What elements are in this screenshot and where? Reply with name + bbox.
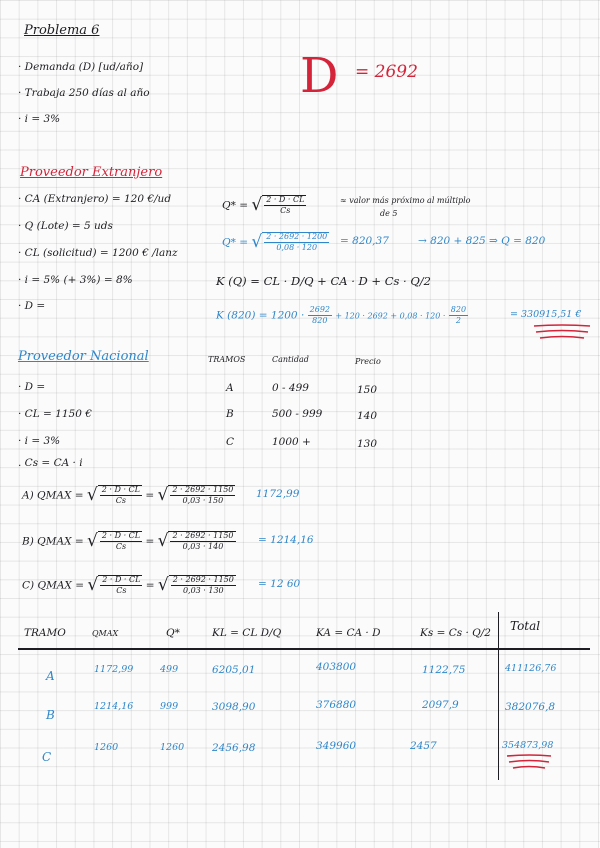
qstar-formula (222, 195, 306, 215)
sqrt-icon: √ (251, 232, 263, 252)
row-a-kl: 6205,01 (212, 664, 256, 676)
qmax-b-num: 2 · 2692 · 1150 (172, 531, 234, 540)
tramo-a-range: 0 - 499 (272, 382, 309, 394)
k820-frac-den: 820 (312, 316, 328, 325)
summary-header-tramo: TRAMO (24, 627, 66, 639)
extranjero-cl: · CL (solicitud) = 1200 € /lanz (18, 247, 178, 259)
tramo-b-price: 140 (357, 410, 378, 422)
qmax-c-den: 0,03 · 130 (182, 586, 224, 595)
summary-header-qstar: Q* (166, 627, 180, 639)
k820-mid: + 120 · 2692 + 0,08 · 120 · (335, 311, 446, 321)
approx-note-2: de 5 (380, 209, 398, 218)
qmax-b-frac-den: Cs (115, 542, 127, 551)
extranjero-heading: Proveedor Extranjero (20, 165, 163, 180)
qstar-den: Cs (280, 206, 291, 215)
qmax-a-frac-num: 2 · D · CL (101, 485, 140, 494)
row-b-qstar: 999 (160, 701, 179, 712)
row-b-kl: 3098,90 (212, 701, 256, 713)
nacional-d: · D = (18, 381, 46, 393)
row-c-qstar: 1260 (160, 742, 185, 753)
k820-frac2-num: 820 (450, 305, 467, 314)
row-b-ks: 2097,9 (422, 699, 459, 711)
row-c-tramo: C (42, 750, 52, 764)
qstar2-value: = 820,37 (340, 235, 389, 247)
tramo-c-range: 1000 + (272, 436, 311, 448)
summary-header-rule (18, 648, 590, 650)
k820-line (216, 306, 468, 325)
qmax-a-line: A) QMAX = √ $\frac{2 \cdot D \cdot CL}{Cs}$ = √ $\frac{2 \cdot 2692 \cdot 1150}{0,03 \cdot 150}$ (22, 485, 234, 505)
tramo-a-price: 150 (357, 384, 378, 396)
tramo-c-label: C (226, 436, 235, 448)
qmax-c-frac-num: 2 · D · CL (102, 575, 141, 584)
summary-header-ks: Ks = Cs · Q/2 (420, 627, 491, 639)
extranjero-i: · i = 5% (+ 3%) = 8% (18, 274, 133, 286)
qstar2-num: 2 · 2692 · 1200 (266, 232, 328, 241)
row-c-total: 354873,98 (502, 740, 554, 751)
qmax-b-label: B) QMAX = (22, 535, 84, 548)
row-c-ks: 2457 (410, 740, 437, 752)
sqrt-icon: √ (87, 531, 98, 551)
qmax-c-num: 2 · 2692 · 1150 (172, 575, 234, 584)
given-demand: · Demanda (D) [ud/año] (18, 61, 144, 73)
tramo-a-label: A (226, 382, 234, 394)
sqrt-icon: √ (157, 485, 169, 505)
qmax-b-line: B) QMAX = √ $\frac{2 \cdot D \cdot CL}{Cs}$ = √ $\frac{2 \cdot 2692 \cdot 1150}{0,03 \cdot 140}$ (22, 531, 234, 551)
k820-underline-scribble (532, 322, 592, 342)
qstar2-den: 0,08 · 120 (276, 243, 318, 252)
tramos-header: TRAMOS (208, 355, 246, 364)
row-b-tramo: B (46, 708, 55, 722)
approx-note-1: ≈ valor más próximo al múltiplo (340, 196, 471, 205)
qstar2-result: → 820 + 825 ⇒ Q = 820 (418, 235, 546, 247)
tramo-c-price: 130 (357, 438, 378, 450)
row-a-tramo: A (46, 669, 55, 683)
row-b-qmax: 1214,16 (94, 701, 134, 712)
row-a-ka: 403800 (316, 661, 357, 673)
tramo-b-label: B (226, 408, 234, 420)
sqrt-icon: √ (157, 575, 169, 595)
qmax-a-frac-den: Cs (115, 496, 126, 505)
k820-result: = 330915,51 € (510, 309, 582, 320)
page-title: Problema 6 (24, 23, 100, 38)
tramo-b-range: 500 - 999 (272, 408, 323, 420)
row-a-total: 411126,76 (505, 663, 557, 674)
row-c-kl: 2456,98 (212, 742, 256, 754)
qmax-b-result: = 1214,16 (258, 534, 314, 546)
row-a-qstar: 499 (160, 664, 179, 675)
row-c-qmax: 1260 (94, 742, 119, 753)
extranjero-q: · Q (Lote) = 5 uds (18, 220, 113, 232)
row-c-ka: 349960 (316, 740, 357, 752)
given-interest: · i = 3% (18, 113, 61, 125)
qstar-numeric (222, 232, 329, 252)
big-d-symbol: D (300, 48, 339, 104)
qmax-c-line: C) QMAX = √ $\frac{2 \cdot D \cdot CL}{Cs}$ = √ $\frac{2 \cdot 2692 \cdot 1150}{0,03 \cdot 130}$ (22, 575, 234, 595)
qmax-b-frac-num: 2 · D · CL (101, 531, 141, 540)
kq-formula: K (Q) = CL · D/Q + CA · D + Cs · Q/2 (216, 274, 431, 288)
row-a-qmax: 1172,99 (94, 664, 134, 675)
sqrt-icon: √ (157, 531, 169, 551)
qmax-a-den: 0,03 · 150 (182, 496, 224, 505)
summary-header-ka: KA = CA · D (316, 627, 381, 639)
row-b-total: 382076,8 (505, 701, 556, 713)
summary-header-qmax: QMAX (92, 629, 119, 638)
k820-frac2-den: 2 (455, 316, 461, 325)
extranjero-d: · D = (18, 300, 46, 312)
nacional-heading: Proveedor Nacional (18, 349, 149, 364)
sqrt-icon: √ (86, 485, 98, 505)
qmax-a-result: 1172,99 (256, 488, 300, 500)
qmax-c-frac-den: Cs (116, 586, 127, 595)
qstar-num: 2 · D · CL (266, 195, 305, 204)
precio-header: Precio (355, 357, 381, 366)
qmax-a-label: A) QMAX = (22, 489, 84, 502)
qmax-c-result: = 12 60 (258, 578, 301, 590)
nacional-i: · i = 3% (18, 435, 61, 447)
summary-col-divider-1 (498, 612, 499, 780)
row-a-ks: 1122,75 (422, 664, 466, 676)
sqrt-icon: √ (251, 195, 263, 215)
sqrt-icon: √ (87, 575, 99, 595)
k820-frac-num: 2692 (309, 305, 330, 314)
qstar2-lhs: Q* = (222, 236, 248, 249)
qmax-c-label: C) QMAX = (22, 579, 85, 592)
qstar-lhs: Q* = (222, 199, 248, 212)
given-days: · Trabaja 250 días al año (18, 87, 150, 99)
total-underline-scribble (505, 752, 555, 772)
summary-header-total: Total (510, 619, 541, 633)
k820-lhs: K (820) = 1200 · (216, 309, 305, 322)
nacional-cs: . Cs = CA · i (18, 457, 83, 469)
cantidad-header: Cantidad (272, 355, 309, 364)
summary-header-kl: KL = CL D/Q (212, 627, 282, 639)
extranjero-ca: · CA (Extranjero) = 120 €/ud (18, 193, 172, 205)
row-b-ka: 376880 (316, 699, 357, 711)
d-value: = 2692 (355, 62, 418, 82)
qmax-a-num: 2 · 2692 · 1150 (172, 485, 234, 494)
nacional-cl: · CL = 1150 € (18, 408, 92, 420)
qmax-b-den: 0,03 · 140 (182, 542, 224, 551)
